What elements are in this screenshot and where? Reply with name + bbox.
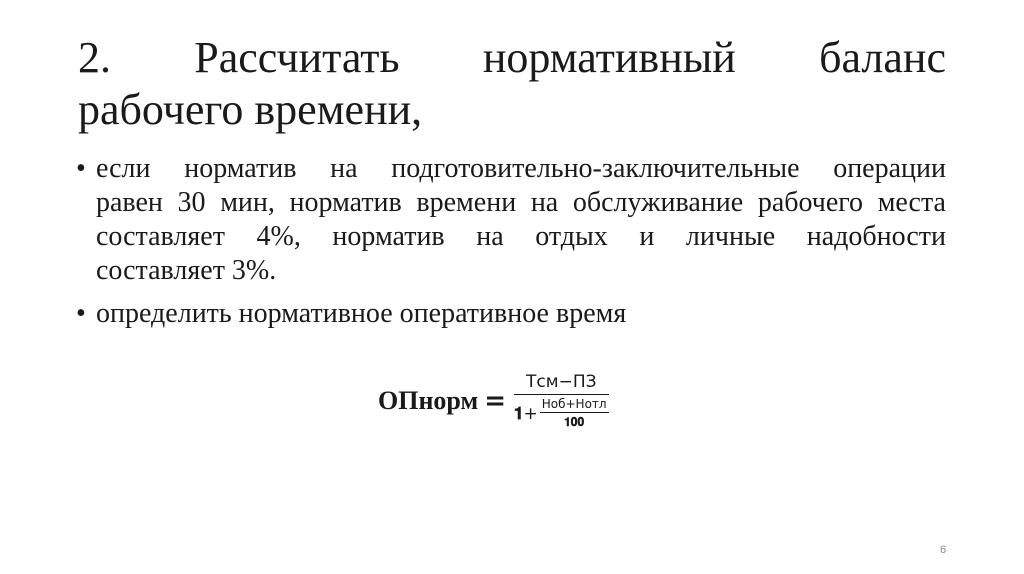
formula-lhs: ОПнорм [378,386,479,415]
formula-equals: = [484,386,507,416]
bullet-item-task [76,297,946,331]
bullet-text-line: составляет 4%, норматив на отдых и личные надобности [96,221,946,252]
bullet-text-line: составляет 3%. [96,255,277,286]
page-number: 6 [940,544,947,556]
formula-denominator [514,395,609,430]
formula-sub-denominator: 𝟏𝟎𝟎 [564,415,585,429]
formula-fraction [514,372,609,430]
formula [378,372,609,430]
bullet-text-line: равен 30 мин, норматив времени на обслуживание рабочего места [96,187,946,218]
bullet-item-conditions [76,152,946,288]
slide-title-line-2: рабочего времени, [78,85,423,134]
slide-title-line-1: 2. Рассчитать нормативный баланс [78,33,946,82]
bullet-text-line: если норматив на подготовительно-заключительные операции [96,153,946,184]
formula-numerator: Тсм−ПЗ [526,372,597,392]
formula-denominator-plus: + [523,403,538,424]
bullet-list [76,152,946,340]
formula-sub-fraction [540,397,609,430]
slide-title [78,32,946,136]
bullet-marker: • [76,298,86,329]
formula-denominator-one: 𝟏 [514,403,524,424]
bullet-text-line: определить нормативное оперативное время [96,298,627,329]
formula-sub-numerator: Ноб+Нотл [541,397,607,411]
bullet-marker: • [76,153,86,184]
